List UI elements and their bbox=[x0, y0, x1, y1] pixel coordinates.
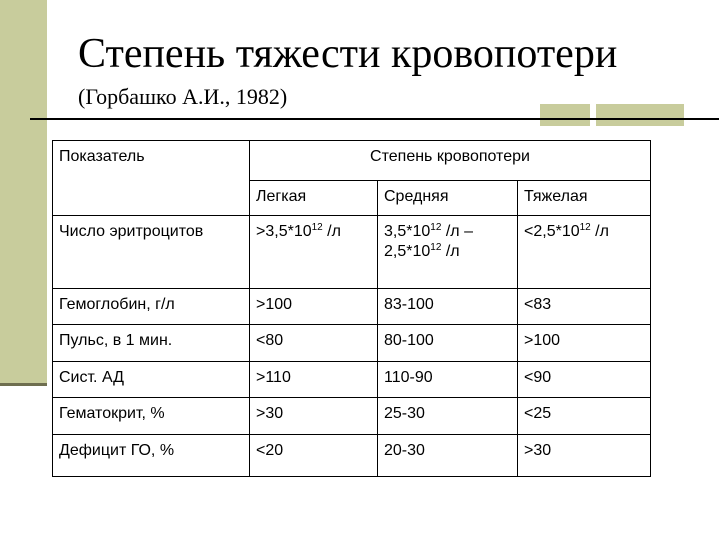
left-accent-bar-underline bbox=[0, 383, 47, 386]
table-row bbox=[53, 216, 651, 289]
decorative-block bbox=[540, 104, 590, 126]
row-label: Гематокрит, % bbox=[53, 398, 250, 435]
cell-light: >100 bbox=[250, 289, 378, 325]
cell-light: <80 bbox=[250, 325, 378, 362]
table-row bbox=[53, 398, 651, 435]
cell-medium: 80-100 bbox=[378, 325, 518, 362]
table-row bbox=[53, 362, 651, 398]
row-label: Дефицит ГО, % bbox=[53, 435, 250, 477]
cell-heavy: <83 bbox=[518, 289, 651, 325]
table-header-row bbox=[53, 141, 651, 181]
cell-medium: $3,5*10^{12}$ /л – $2,5*10^{12}$ /л bbox=[378, 216, 518, 289]
row-label: Число эритроцитов bbox=[53, 216, 250, 289]
decorative-block bbox=[596, 104, 684, 126]
left-accent-bar bbox=[0, 0, 47, 383]
title-divider bbox=[30, 118, 719, 120]
row-label: Сист. АД bbox=[53, 362, 250, 398]
row-label: Гемоглобин, г/л bbox=[53, 289, 250, 325]
cell-medium: 110-90 bbox=[378, 362, 518, 398]
cell-medium: 20-30 bbox=[378, 435, 518, 477]
cell-medium: 25-30 bbox=[378, 398, 518, 435]
header-level-medium: Средняя bbox=[378, 181, 518, 216]
header-degree: Степень кровопотери bbox=[250, 141, 651, 181]
header-level-heavy: Тяжелая bbox=[518, 181, 651, 216]
cell-medium: 83-100 bbox=[378, 289, 518, 325]
header-indicator: Показатель bbox=[53, 141, 250, 216]
cell-light: $>3,5*10^{12}$ /л bbox=[250, 216, 378, 289]
header-level-light: Легкая bbox=[250, 181, 378, 216]
table-row bbox=[53, 289, 651, 325]
cell-heavy: >30 bbox=[518, 435, 651, 477]
table-row bbox=[53, 435, 651, 477]
cell-heavy: <25 bbox=[518, 398, 651, 435]
cell-heavy: >100 bbox=[518, 325, 651, 362]
slide-title: Степень тяжести кровопотери bbox=[78, 31, 618, 77]
table-row bbox=[53, 325, 651, 362]
cell-light: <20 bbox=[250, 435, 378, 477]
cell-light: >30 bbox=[250, 398, 378, 435]
row-label: Пульс, в 1 мин. bbox=[53, 325, 250, 362]
cell-light: >110 bbox=[250, 362, 378, 398]
slide-subtitle: (Горбашко А.И., 1982) bbox=[78, 84, 288, 109]
cell-heavy: <90 bbox=[518, 362, 651, 398]
cell-heavy: $<2,5*10^{12}$ /л bbox=[518, 216, 651, 289]
blood-loss-table bbox=[52, 140, 651, 477]
